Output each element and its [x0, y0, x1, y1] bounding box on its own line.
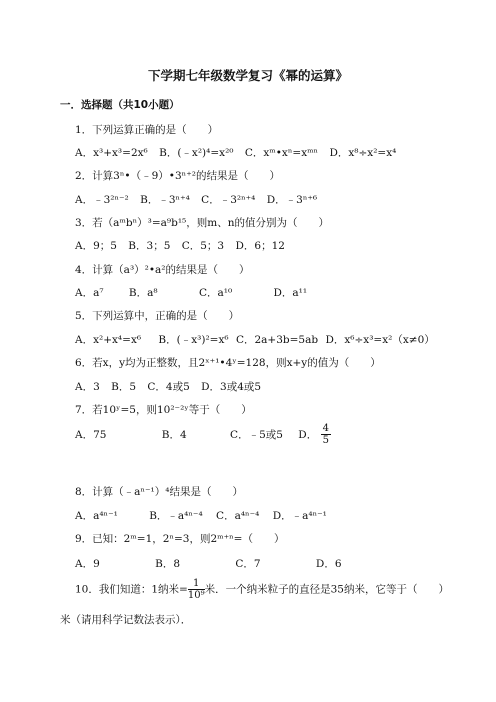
q10-suffix: 米．一个纳米粒子的直径是35纳米，它等于（ ） — [204, 583, 449, 596]
option-a: A．9；5 — [75, 240, 117, 252]
option-b: B．a⁸ — [128, 287, 158, 299]
option-d: D．﹣a⁴ⁿ⁻¹ — [272, 510, 327, 522]
question-10-line-2: 米（请用科学记数法表示）． — [60, 614, 192, 626]
option-d: D．x⁸÷x²=x⁴ — [329, 147, 397, 159]
question-4-options — [75, 285, 315, 300]
option-d: D．6 — [315, 558, 342, 570]
option-d: D． — [298, 428, 318, 441]
question-7-options — [75, 423, 331, 446]
option-c: C．﹣3²ⁿ⁺⁴ — [201, 194, 256, 206]
section-heading: 一．选择题（共10小题） — [60, 99, 180, 111]
option-a: A．﹣3²ⁿ⁻² — [75, 194, 129, 206]
question-9-stem: 9．已知：2ᵐ=1，2ⁿ=3，则2ᵐ⁺ⁿ=（ ） — [75, 533, 285, 545]
question-6-stem: 6．若x，y均为正整数，且2ˣ⁺¹•4ʸ=128，则x+y的值为（ ） — [75, 357, 381, 369]
question-3-stem: 3．若（aᵐbⁿ）³=a⁹b¹⁵，则m、n的值分别为（ ） — [75, 217, 329, 229]
option-c: C．4或5 — [147, 381, 190, 393]
option-d: D．a¹¹ — [273, 287, 308, 299]
option-b: B．﹣3ⁿ⁺⁴ — [140, 194, 190, 206]
option-b: B．(﹣x³)²=x⁶ — [158, 334, 229, 346]
fraction-denominator: 10⁹ — [187, 590, 205, 601]
question-3-options — [75, 238, 293, 253]
question-9-options — [75, 556, 350, 571]
option-a: A．9 — [75, 558, 100, 570]
page-title: 下学期七年级数学复习《幂的运算》 — [147, 68, 348, 83]
option-b: B．5 — [111, 381, 137, 393]
nanometer-fraction — [188, 578, 205, 601]
option-b: B．4 — [161, 428, 187, 441]
question-10-stem — [75, 578, 449, 601]
option-a: A．3 — [75, 381, 100, 393]
option-c: C．xᵐ•xⁿ=xᵐⁿ — [244, 147, 319, 159]
option-b: B．3；5 — [128, 240, 171, 252]
option-d: D．3或4或5 — [201, 381, 262, 393]
option-a: A．x²+x⁴=x⁶ — [75, 334, 142, 346]
option-c: C．a⁴ⁿ⁻⁴ — [216, 510, 260, 522]
question-2-options — [75, 192, 325, 207]
fraction-numerator: 4 — [322, 423, 329, 434]
option-c: C．a¹⁰ — [198, 287, 233, 299]
option-a: A．x³+x³=2x⁶ — [75, 147, 148, 159]
question-8-options — [75, 508, 335, 523]
option-c: C．﹣5或5 — [230, 428, 283, 441]
question-2-stem: 2．计算3ⁿ•（﹣9）•3ⁿ⁺²的结果是（ ） — [75, 170, 280, 182]
option-a: A．a⁷ — [75, 287, 104, 299]
fraction-numerator: 1 — [188, 578, 205, 590]
question-6-options — [75, 379, 269, 394]
option-c: C．2a+3b=5ab — [235, 334, 319, 346]
option-b: B．8 — [155, 558, 181, 570]
question-4-stem: 4．计算（a³）²•a²的结果是（ ） — [75, 264, 250, 276]
q10-prefix: 10．我们知道：1纳米= — [75, 583, 188, 596]
option-d: D．x⁶÷x³=x²（x≠0） — [325, 334, 435, 346]
option-a: A．a⁴ⁿ⁻¹ — [75, 510, 118, 522]
option-c: C．7 — [235, 558, 261, 570]
fraction-denominator: 5 — [322, 435, 329, 446]
question-8-stem: 8．计算（﹣aⁿ⁻¹）⁴结果是（ ） — [75, 486, 243, 498]
question-5-stem: 5．下列运算中，正确的是（ ） — [75, 310, 240, 322]
question-1-stem: 1．下列运算正确的是（ ） — [75, 124, 219, 136]
option-c: C．5；3 — [181, 240, 225, 252]
question-1-options — [75, 145, 404, 160]
option-b: B．(﹣x²)⁴=x²⁰ — [159, 147, 234, 159]
question-7-stem: 7．若10ʸ=5，则10²⁻²ʸ等于（ ） — [75, 404, 252, 416]
option-d: D．6；12 — [235, 240, 285, 252]
option-d: D．﹣3ⁿ⁺⁶ — [266, 194, 318, 206]
option-d-fraction — [321, 423, 331, 446]
question-5-options — [75, 332, 443, 347]
option-a: A．75 — [75, 428, 107, 441]
option-b: B．﹣a⁴ⁿ⁻⁴ — [149, 510, 203, 522]
